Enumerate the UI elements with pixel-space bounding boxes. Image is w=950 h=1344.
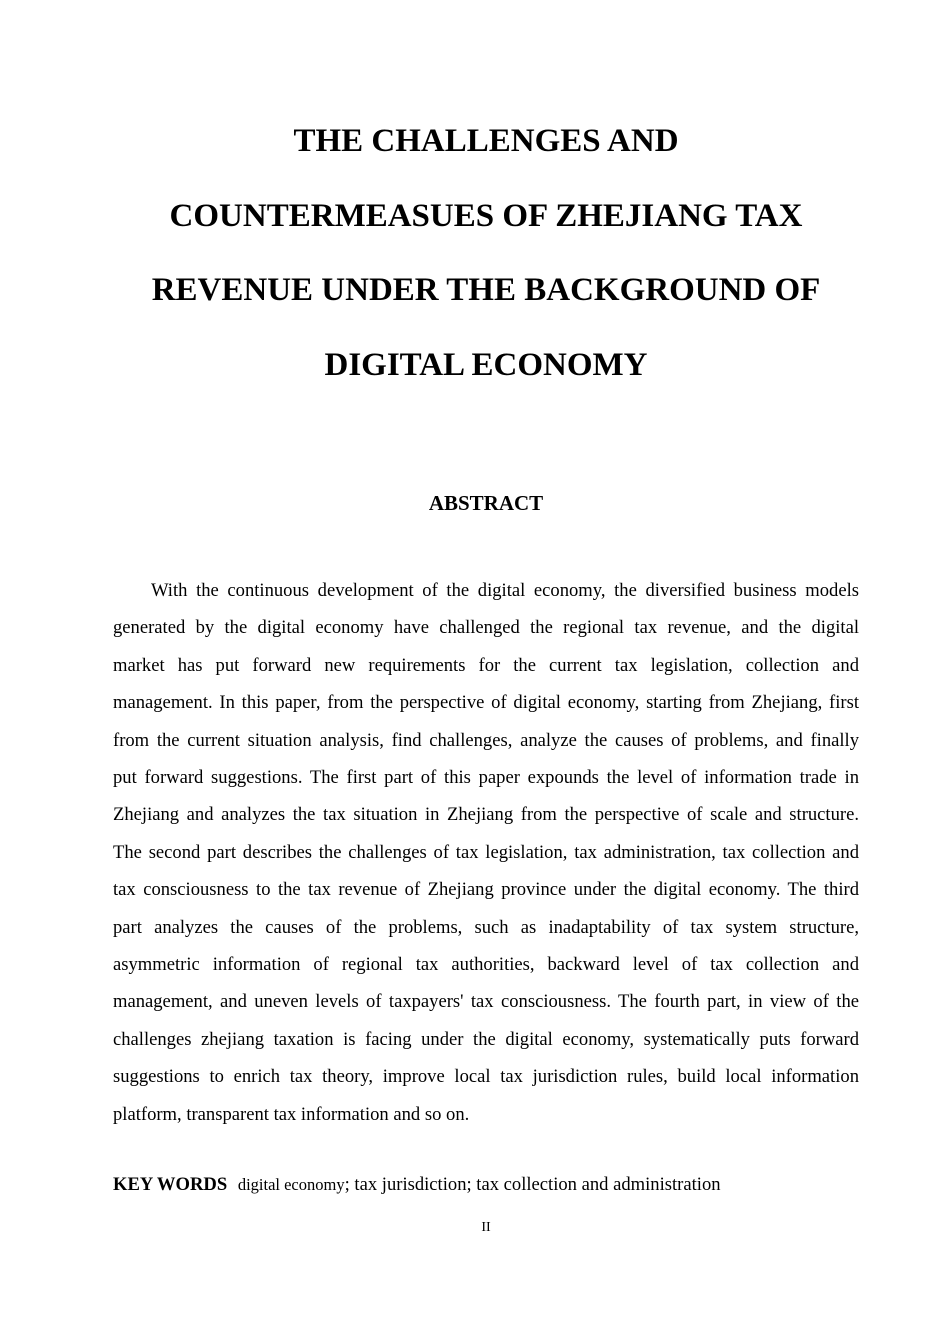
abstract-line: put forward suggestions. The first part of this paper expounds the level of information trade in <box>113 767 859 789</box>
abstract-line: part analyzes the causes of the problems, such as inadaptability of tax system structure, <box>113 916 859 938</box>
abstract-line: market has put forward new requirements for the current tax legislation, collection and <box>113 654 859 676</box>
abstract-line: management. In this paper, from the perspective of digital economy, starting from Zhejiang, first <box>113 692 859 714</box>
abstract-line: asymmetric information of regional tax authorities, backward level of tax collection and <box>113 954 859 976</box>
page-number: II <box>481 1220 491 1235</box>
title-line: THE CHALLENGES AND <box>293 123 679 159</box>
abstract-line: challenges zhejiang taxation is facing under the digital economy, systematically puts forward <box>113 1028 859 1050</box>
title-line: REVENUE UNDER THE BACKGROUND OF <box>151 272 821 308</box>
keyword-first: digital economy <box>237 1175 345 1194</box>
keywords-rest: ; tax jurisdiction; tax collection and administration <box>344 1174 721 1195</box>
abstract-line: With the continuous development of the digital economy, the diversified business models <box>151 580 859 601</box>
abstract-line: from the current situation analysis, find challenges, analyze the causes of problems, and finally <box>113 729 859 751</box>
abstract-line: tax consciousness to the tax revenue of Zhejiang province under the digital economy. The third <box>113 879 859 901</box>
abstract-line: suggestions to enrich tax theory, improve local tax jurisdiction rules, build local information <box>113 1066 859 1088</box>
abstract-body <box>113 572 859 1133</box>
abstract-line: platform, transparent tax information and so on. <box>113 1103 470 1125</box>
abstract-line: Zhejiang and analyzes the tax situation in Zhejiang from the perspective of scale and structure. <box>113 804 859 826</box>
abstract-line: management, and uneven levels of taxpayers' tax consciousness. The fourth part, in view of the <box>113 991 859 1013</box>
keywords <box>113 1170 859 1200</box>
keywords-label: KEY WORDS <box>113 1174 228 1195</box>
abstract-line: The second part describes the challenges of tax legislation, tax administration, tax collection and <box>113 841 859 863</box>
abstract-line: generated by the digital economy have challenged the regional tax revenue, and the digital <box>113 617 859 639</box>
title-line: DIGITAL ECONOMY <box>324 346 648 383</box>
abstract-heading: ABSTRACT <box>428 491 544 515</box>
paper-title <box>113 104 859 402</box>
title-line: COUNTERMEASUES OF ZHEJIANG TAX <box>169 197 803 234</box>
